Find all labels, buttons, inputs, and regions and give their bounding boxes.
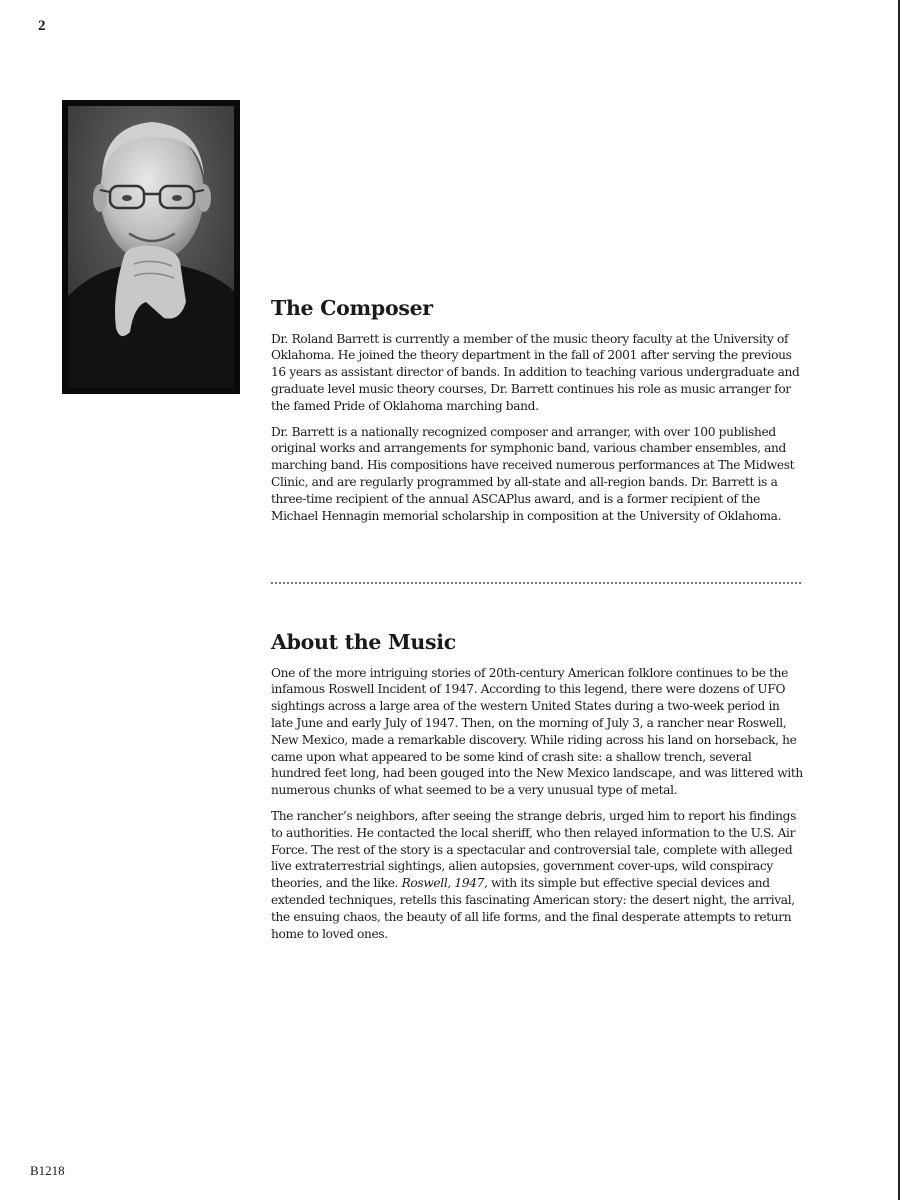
composer-paragraph-2: Dr. Barrett is a nationally recognized composer and arranger, with over 100 published original works and arrangements for symphonic band, various chamber ensembles, and marching band. His compositions have received numerous performances at The Midwest Clinic, and are regularly programmed by all-state and all-region bands. Dr. Barrett is a three-time recipient of the annual ASCAPlus award, and is a former recipient of the Michael Hennagin memorial scholarship in composition at the University of Oklahoma. [271,424,795,523]
about-music-paragraph-1: One of the more intriguing stories of 20th-century American folklore continues to be the infamous Roswell Incident of 1947. According to this legend, there were dozens of UFO sightings across a large area of the western United States during a two-week period in late June and early July of 1947. Then, on the morning of July 3, a rancher near Roswell, New Mexico, made a remarkable discovery. While riding across his land on horseback, he came upon what appeared to be some kind of crash site: a shallow trench, several hundred feet long, had been gouged into the New Mexico landscape, and was littered with numerous chunks of what seemed to be a very unusual type of metal. [271,665,803,798]
composer-photo [62,100,240,394]
section-divider [271,582,801,584]
catalog-code: B1218 [30,1163,65,1178]
composer-section [271,296,803,533]
about-music-section [271,630,803,951]
composer-heading: The Composer [271,296,433,320]
page-number: 2 [38,18,46,34]
about-music-paragraph-2 [271,808,803,942]
composer-paragraph-1: Dr. Roland Barrett is currently a member of the music theory faculty at the University of Oklahoma. He joined the theory department in the fall of 2001 after serving the previous 16 years as assistant director of bands. In addition to teaching various undergraduate and graduate level music theory courses, Dr. Barrett continues his role as music arranger for the famed Pride of Oklahoma marching band. [271,331,800,413]
piece-title: Roswell, 1947, [401,876,488,891]
paragraph-text-after-title: with its simple but effective special devices and extended techniques, retells this fascinating American story: the desert night, the arrival, the ensuing chaos, the beauty of all life forms, and the final desperate attempts to return home to loved ones. [271,876,795,941]
about-music-heading: About the Music [271,630,456,654]
paragraph-text-before-title: The rancher’s neighbors, after seeing the strange debris, urged him to report his findings to authorities. He contacted the local sheriff, who then relayed information to the U.S. Air Force. The rest of the story is a spectacular and controversial tale, complete with alleged live extraterrestrial sightings, alien autopsies, government cover-ups, wild conspiracy theories, and the like. [271,808,797,891]
